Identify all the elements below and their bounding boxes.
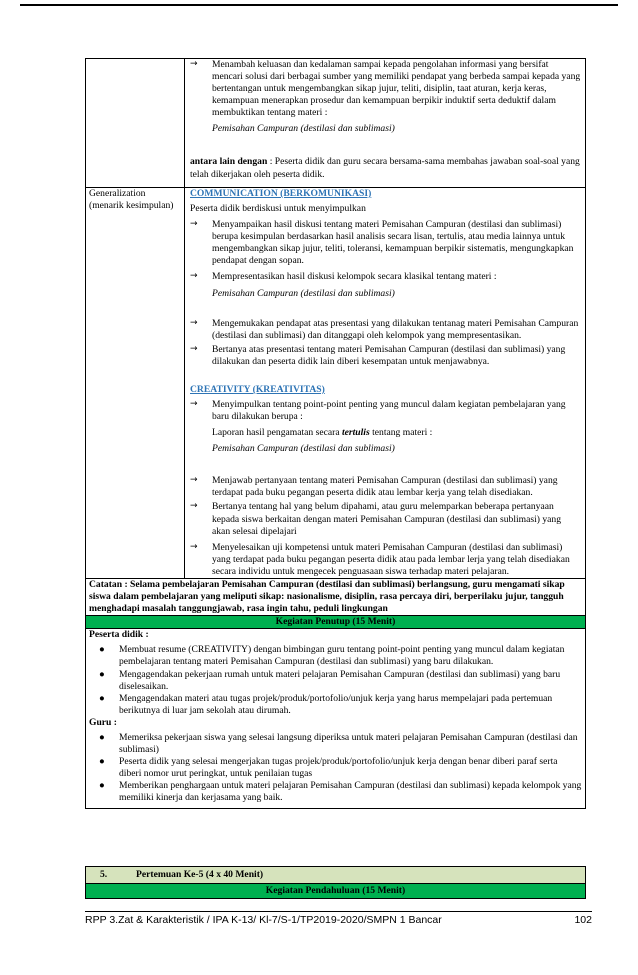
- list-item: [190, 271, 581, 283]
- list-item-text: Menambah keluasan dan kedalaman sampai kepada pengolahan informasi yang bersifat mencari solusi dari berbagai sumber yang memiliki pendapat yang berbeda sampai kepada yang bertentangan untuk mengembangkan sikap jujur, teliti, disiplin, taat aturan, kerja keras, kemampuan menerapkan prosedur dan kemampuan berpikir induktif serta deduktif dalam membuktikan tentang materi :: [212, 59, 581, 119]
- meeting-5-title-row: [86, 867, 586, 884]
- list-item-text: Mempresentasikan hasil diskusi kelompok secara klasikal tentang materi :: [212, 271, 497, 283]
- generalization-row: [86, 188, 586, 579]
- communication-heading: COMMUNICATION (BERKOMUNIKASI): [190, 188, 372, 199]
- list-item-text: Mengagendakan materi atau tugas projek/produk/portofolio/unjuk kerja yang harus mempelajari pada pertemuan berikutnya di luar jam sekolah atau dirumah.: [119, 692, 553, 716]
- list-item: [190, 542, 581, 578]
- report-emphasis: tertulis: [341, 427, 370, 439]
- material-name: Pemisahan Campuran (destilasi dan sublimasi): [212, 443, 395, 455]
- list-item: [89, 780, 582, 804]
- antara-lead: antara lain dengan: [190, 156, 268, 168]
- list-item: [190, 318, 581, 342]
- generalization-label: Generalization (menarik kesimpulan): [89, 188, 174, 212]
- arrow-icon: →: [190, 317, 198, 328]
- catatan-cell: [86, 578, 586, 615]
- lesson-activity-table: [85, 58, 586, 809]
- list-item: [190, 219, 581, 267]
- pendahuluan-heading: Kegiatan Pendahuluan (15 Menit): [86, 884, 586, 899]
- list-item: [89, 644, 582, 668]
- penutup-header-row: [86, 616, 586, 629]
- page-number: 102: [574, 914, 592, 926]
- bullet-icon: ●: [99, 731, 105, 743]
- list-item-text: Mengagendakan pekerjaan rumah untuk materi pelajaran Pemisahan Campuran (destilasi dan sublimasi) yang baru diselesaikan.: [119, 668, 561, 692]
- list-item-text: Bertanya atas presentasi tentang materi Pemisahan Campuran (destilasi dan sublimasi) yang dilakukan dan peserta didik lain diberi kesempatan untuk menjawabnya.: [212, 343, 566, 367]
- meeting-number: 5.: [100, 869, 108, 880]
- arrow-icon: →: [190, 59, 198, 69]
- meeting-5-pendahuluan-row: [86, 884, 586, 899]
- list-item-text: Bertanya tentang hal yang belum dipahami, atau guru melemparkan beberapa pertanyaan kepada siswa berkaitan dengan materi Pemisahan Campuran (destilasi dan sublimasi) yang akan selesai dipelajari: [212, 501, 562, 537]
- peserta-label: Peserta didik :: [89, 629, 149, 641]
- list-item-text: Menyimpulkan tentang point-point penting yang muncul dalam kegiatan pembelajaran yang baru dilakukan berupa :: [212, 399, 566, 423]
- generalization-label-cell: [86, 188, 185, 579]
- meeting-title: Pertemuan Ke-5 (4 x 40 Menit): [136, 869, 264, 880]
- report-text: Laporan hasil pengamatan secara: [212, 427, 342, 439]
- penutup-content-cell: [86, 629, 586, 809]
- antara-paragraph: [190, 156, 581, 180]
- list-item: [89, 669, 582, 693]
- top-border-line: [20, 4, 618, 6]
- list-item-text: Menyampaikan hasil diskusi tentang materi Pemisahan Campuran (destilasi dan sublimasi) berupa kesimpulan berdasarkan hasil analisis secara lisan, tertulis, atau media lainnya untuk mengembangkan sikap jujur, teliti, toleransi, kemampuan berpikir sistematis, mengungkapkan pendapat dengan sopan.: [212, 219, 574, 267]
- list-item: [89, 732, 582, 756]
- continuation-left-cell: [86, 59, 185, 188]
- list-item-text: Menyelesaikan uji kompetensi untuk materi Pemisahan Campuran (destilasi dan sublimasi) yang terdapat pada buku pegangan peserta didik atau pada lembar lerja yang telah disediakan secara individu untuk mengecek penguasaan siswa terhadap materi pelajaran.: [212, 541, 570, 577]
- list-item-text: Membuat resume (CREATIVITY) dengan bimbingan guru tentang point-point penting yang muncul dalam kegiatan pembelajaran tentang materi Pemisahan Campuran (destilasi dan sublimasi) yang baru dilakukan.: [119, 644, 565, 668]
- arrow-icon: →: [190, 343, 198, 354]
- report-text-end: tentang materi :: [369, 427, 433, 439]
- list-item-text: Mengemukakan pendapat atas presentasi yang dilakukan tentanag materi Pemisahan Campuran (destilasi dan sublimasi) dan ditanggapi oleh kelompok yang mempresentasikan.: [212, 317, 579, 341]
- list-item: [89, 693, 582, 717]
- bullet-icon: ●: [99, 756, 105, 768]
- list-item-text: Peserta didik yang selesai mengerjakan tugas projek/produk/portofolio/unjuk kerja dengan benar diberi paraf serta diberi nomor urut peringkat, untuk penilaian tugas: [119, 756, 558, 780]
- creativity-heading: CREATIVITY (KREATIVITAS): [190, 383, 325, 395]
- antara-text: : Peserta didik dan guru secara bersama-sama membahas jawaban soal-soal yang telah dikerjakan oleh peserta didik.: [190, 156, 580, 180]
- list-item: [190, 59, 581, 119]
- material-name: Pemisahan Campuran (destilasi dan sublimasi): [212, 287, 395, 299]
- catatan-row: [86, 578, 586, 615]
- list-item: [190, 344, 581, 368]
- list-item: [190, 399, 581, 423]
- material-name: Pemisahan Campuran (destilasi dan sublimasi): [212, 123, 395, 135]
- penutup-content-row: [86, 629, 586, 809]
- penutup-heading: Kegiatan Penutup (15 Menit): [86, 616, 586, 629]
- continuation-row: [86, 59, 586, 188]
- arrow-icon: →: [190, 399, 198, 410]
- list-item: [190, 475, 581, 499]
- bullet-icon: ●: [99, 668, 105, 680]
- arrow-icon: →: [190, 271, 198, 282]
- communication-intro: Peserta didik berdiskusi untuk menyimpulkan: [190, 203, 366, 215]
- list-item: [89, 756, 582, 780]
- page-footer: [85, 911, 592, 927]
- guru-label: Guru :: [89, 716, 117, 728]
- continuation-right-cell: [185, 59, 586, 188]
- arrow-icon: →: [190, 501, 198, 512]
- arrow-icon: →: [190, 219, 198, 230]
- arrow-icon: →: [190, 541, 198, 552]
- list-item-text: Memberikan penghargaan untuk materi pelajaran Pemisahan Campuran (destilasi dan sublimasi) kepada kelompok yang memiliki kinerja dan kerjasama yang baik.: [119, 780, 582, 804]
- meeting-5-table: [85, 866, 586, 899]
- catatan-text: Catatan : Selama pembelajaran Pemisahan Campuran (destilasi dan sublimasi) berlangsung, guru mengamati sikap siswa dalam pembelajaran yang meliputi sikap: nasionalisme, disiplin, rasa percaya diri, berperilaku jujur, tangguh menghadapi masalah tanggungjawab, rasa ingin tahu, peduli lingkungan: [89, 578, 565, 615]
- list-item-text: Memeriksa pekerjaan siswa yang selesai langsung diperiksa untuk materi pelajaran Pemisahan Campuran (destilasi dan sublimasi): [119, 731, 578, 755]
- list-item-text: Menjawab pertanyaan tentang materi Pemisahan Campuran (destilasi dan sublimasi) yang terdapat pada buku pegangan peserta didik atau lembar kerja yang telah disediakan.: [212, 475, 558, 499]
- list-item: [190, 501, 581, 537]
- arrow-icon: →: [190, 475, 198, 486]
- bullet-icon: ●: [99, 692, 105, 704]
- bullet-icon: ●: [99, 644, 105, 656]
- bullet-icon: ●: [99, 780, 105, 792]
- report-line: [190, 427, 581, 439]
- meeting-5-title-cell: [86, 867, 586, 884]
- footer-document-id: RPP 3.Zat & Karakteristik / IPA K-13/ Kl-7/S-1/TP2019-2020/SMPN 1 Bancar: [85, 914, 442, 926]
- generalization-content-cell: [185, 188, 586, 579]
